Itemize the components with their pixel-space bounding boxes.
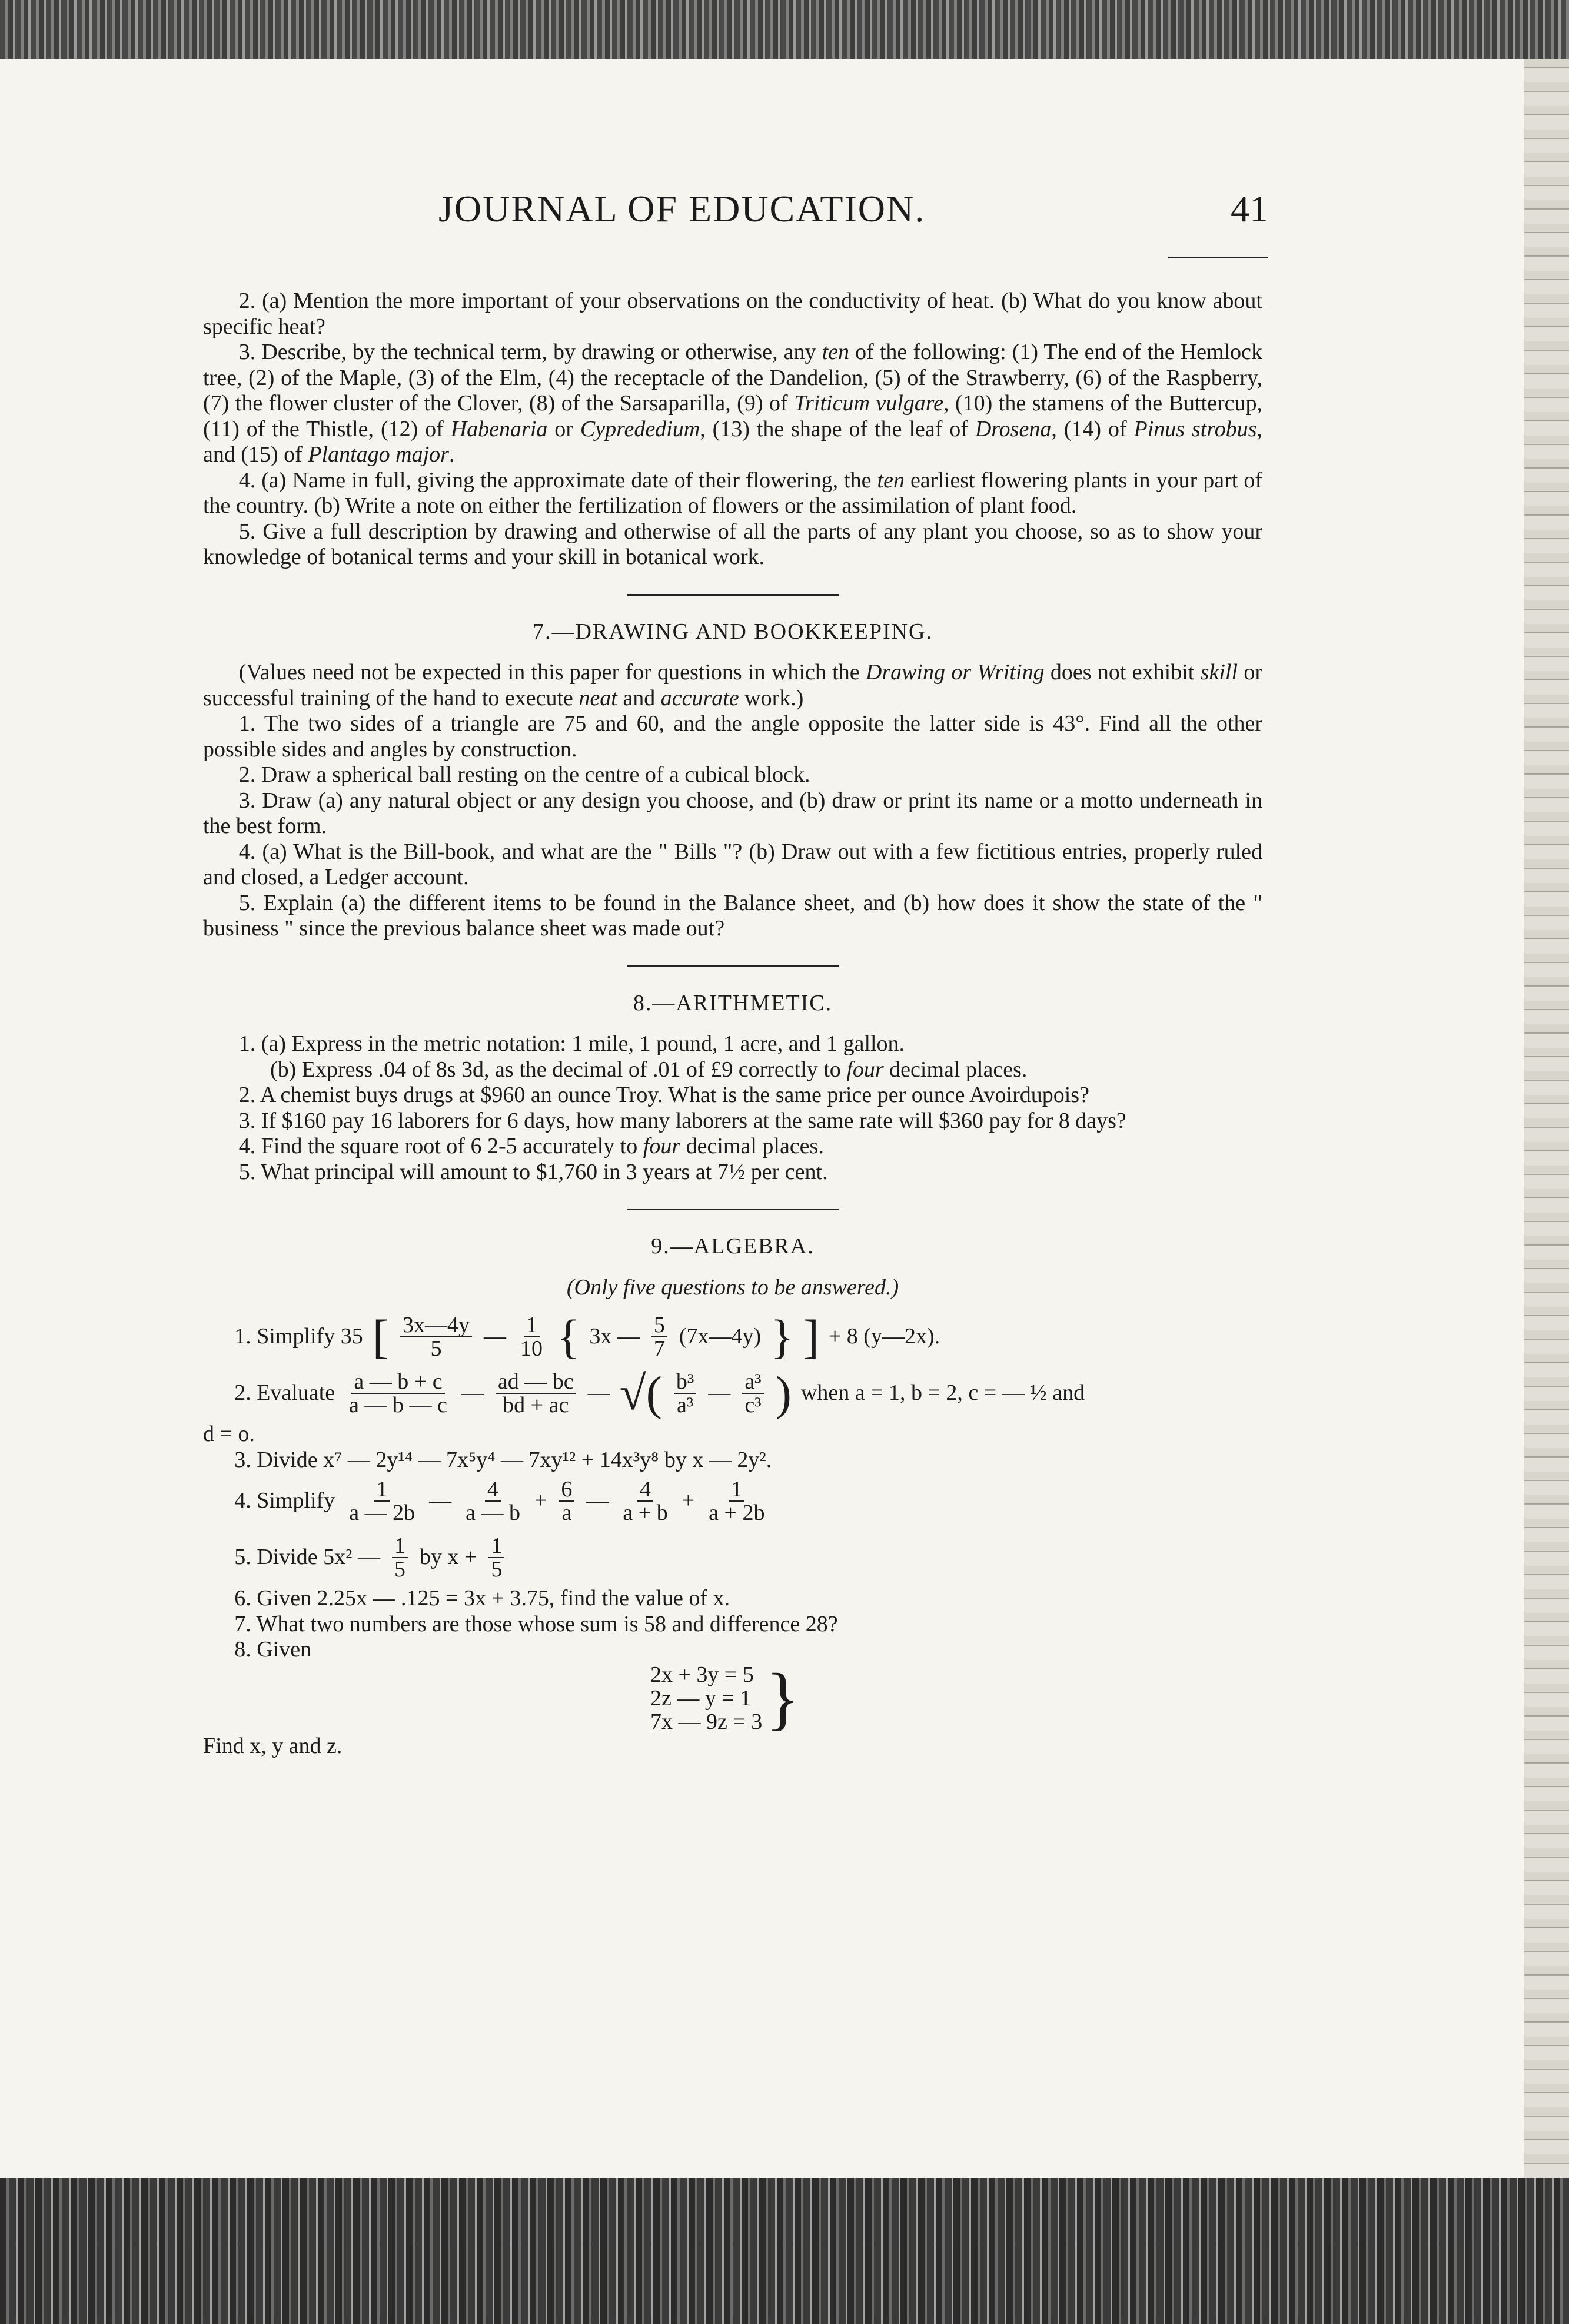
- drawing-q2: 2. Draw a spherical ball resting on the centre of a cubical block.: [238, 762, 810, 787]
- section-divider: [627, 1209, 839, 1210]
- algebra-q5: 5. Divide 5x² — $\frac{1}{5}$ by x + $\frac{1}{5}$: [203, 1529, 1262, 1586]
- fraction: $\frac{1}{5}$: [488, 1535, 504, 1581]
- fraction: $\frac{1}{10}$: [520, 1313, 543, 1361]
- section-title-algebra: 9.—ALGEBRA.: [651, 1234, 815, 1259]
- drawing-q4: 4. (a) What is the Bill-book, and what are the " Bills "? (b) Draw out with a few fictitious entries, properly ruled and closed, a Ledger account.: [203, 839, 1262, 889]
- algebra-q3: 3. Divide x⁷ — 2y¹⁴ — 7x⁵y⁴ — 7xy¹² + 14x³y⁸ by x — 2y².: [234, 1447, 772, 1472]
- arithmetic-q3: 3. If $160 pay 16 laborers for 6 days, how many laborers at the same rate will $360 pay for 8 days?: [238, 1108, 1126, 1133]
- arithmetic-q4: 4. Find the square root of 6 2-5 accurately to four decimal places.: [238, 1134, 824, 1158]
- algebra-q6: 6. Given 2.25x — .125 = 3x + 3.75, find the value of x.: [234, 1586, 730, 1611]
- algebra-q4: 4. Simplify $\frac{1}{a — 2b}$ — $\frac{4}{a — b}$ + $\frac{6}{a}$ — $\frac{4}{a + b}$ + $\frac{1}{a + 2b}$: [203, 1473, 1262, 1529]
- drawing-q3: 3. Draw (a) any natural object or any design you choose, and (b) draw or print its name or a motto underneath in the best form.: [203, 788, 1262, 838]
- section-title-arithmetic: 8.—ARITHMETIC.: [633, 990, 833, 1015]
- fraction: $\frac{1}{a — 2b}$: [349, 1477, 415, 1525]
- page-content: [203, 288, 1262, 1759]
- section-divider: [627, 594, 839, 596]
- drawing-note: (Values need not be expected in this paper for questions in which the Drawing or Writing does not exhibit skill or successful training of the hand to execute neat and accurate work.): [203, 660, 1262, 711]
- bracket-close: ]: [803, 1310, 819, 1363]
- equation: 7x — 9z = 3: [650, 1709, 763, 1734]
- bracket-open: [: [372, 1310, 389, 1363]
- fraction: $\frac{\text{a³}}{\text{c³}}$: [742, 1370, 763, 1416]
- fraction: $\frac{3x—4y}{5}$: [400, 1314, 472, 1360]
- algebra-q1: 1. Simplify 35 [ $\frac{3x—4y}{5}$ — $\frac{1}{10}$ { 3x — $\frac{5}{7}$ (7x—4y) } ] + 8 (y—2x).: [234, 1310, 940, 1363]
- fraction: $\frac{1}{a + 2b}$: [709, 1477, 765, 1525]
- fraction: $\frac{4}{a — b}$: [466, 1477, 520, 1525]
- section-title-drawing: 7.—DRAWING AND BOOKKEEPING.: [532, 619, 933, 644]
- radical-sign: √(: [619, 1366, 662, 1420]
- section-divider: [627, 965, 839, 967]
- algebra-q8: 8. Given: [234, 1637, 312, 1662]
- fraction: $\frac{\text{b³}}{\text{a³}}$: [674, 1370, 696, 1416]
- journal-title: JOURNAL OF EDUCATION.: [438, 188, 926, 230]
- header-rule: [1168, 257, 1268, 258]
- fraction: $\frac{6}{a}$: [559, 1478, 574, 1524]
- fraction: $\frac{4}{a + b}$: [623, 1477, 668, 1525]
- arithmetic-q1a: 1. (a) Express in the metric notation: 1 mile, 1 pound, 1 acre, and 1 gallon.: [238, 1031, 905, 1056]
- brace-open: {: [557, 1310, 580, 1363]
- equation: 2z — y = 1: [650, 1685, 752, 1711]
- arithmetic-q5: 5. What principal will amount to $1,760 in 3 years at 7½ per cent.: [238, 1159, 828, 1184]
- algebra-q7: 7. What two numbers are those whose sum is 58 and difference 28?: [234, 1611, 838, 1636]
- botany-q4: 4. (a) Name in full, giving the approximate date of their flowering, the ten earliest flowering plants in your part of the country. (b) Write a note on either the fertilization of flowers or the assimilation of plant food.: [203, 467, 1262, 518]
- arithmetic-q1b: (b) Express .04 of 8s 3d, as the decimal of .01 of £9 correctly to four decimal places.: [270, 1057, 1028, 1082]
- page-number: 41: [1231, 188, 1268, 230]
- running-header: [203, 187, 1268, 240]
- algebra-q2-d: d = o.: [203, 1422, 255, 1446]
- fraction: $\frac{ad — bc}{bd + ac}$: [496, 1370, 576, 1416]
- scan-border-right: [1524, 59, 1569, 2178]
- drawing-q1: 1. The two sides of a triangle are 75 and 60, and the angle opposite the latter side is 43°. Find all the other possible sides and angles by construction.: [203, 711, 1262, 762]
- algebra-q8-find: Find x, y and z.: [203, 1733, 343, 1758]
- scan-border-bottom: [0, 2178, 1569, 2324]
- fraction: $\frac{1}{5}$: [392, 1535, 408, 1581]
- fraction: $\frac{a — b + c}{a — b — c}$: [349, 1369, 447, 1417]
- brace-right: }: [766, 1658, 800, 1737]
- equation-system: [203, 1658, 1262, 1737]
- brace-close: }: [770, 1310, 794, 1363]
- scan-border-top: [0, 0, 1569, 59]
- algebra-q2: 2. Evaluate $\frac{a — b + c}{a — b — c}$ — $\frac{ad — bc}{bd + ac}$ — √( $\frac{\text{b³}}{\text{a³}}$ — $\frac{\text{a³}}{\text{c³}}$ ) when a = 1, b = 2, c = — ½ and: [234, 1366, 1085, 1420]
- botany-q3: 3. Describe, by the technical term, by drawing or otherwise, any ten of the following: (1) The end of the Hemlock tree, (2) of the Maple, (3) of the Elm, (4) the receptacle of the Dandelion, (5) of the Strawberry, (6) of the Raspberry, (7) the flower cluster of the Clover, (8) of the Sarsaparilla, (9) of Triticum vulgare, (10) the stamens of the Buttercup, (11) of the Thistle, (12) of Habenaria or Cyprededium, (13) the shape of the leaf of Drosena, (14) of Pinus strobus, and (15) of Plantago major.: [203, 340, 1263, 467]
- drawing-q5: 5. Explain (a) the different items to be found in the Balance sheet, and (b) how does it show the state of the " business " since the previous balance sheet was made out?: [203, 890, 1262, 941]
- fraction: $\frac{5}{7}$: [651, 1314, 667, 1360]
- algebra-note: (Only five questions to be answered.): [566, 1274, 899, 1300]
- botany-q5: 5. Give a full description by drawing and otherwise of all the parts of any plant you choose, so as to show your knowledge of botanical terms and your skill in botanical work.: [203, 519, 1262, 569]
- equation: 2x + 3y = 5: [650, 1662, 754, 1687]
- botany-q2: 2. (a) Mention the more important of your observations on the conductivity of heat. (b) What do you know about specific heat?: [203, 288, 1262, 339]
- arithmetic-q2: 2. A chemist buys drugs at $960 an ounce Troy. What is the same price per ounce Avoirdupois?: [238, 1083, 1089, 1107]
